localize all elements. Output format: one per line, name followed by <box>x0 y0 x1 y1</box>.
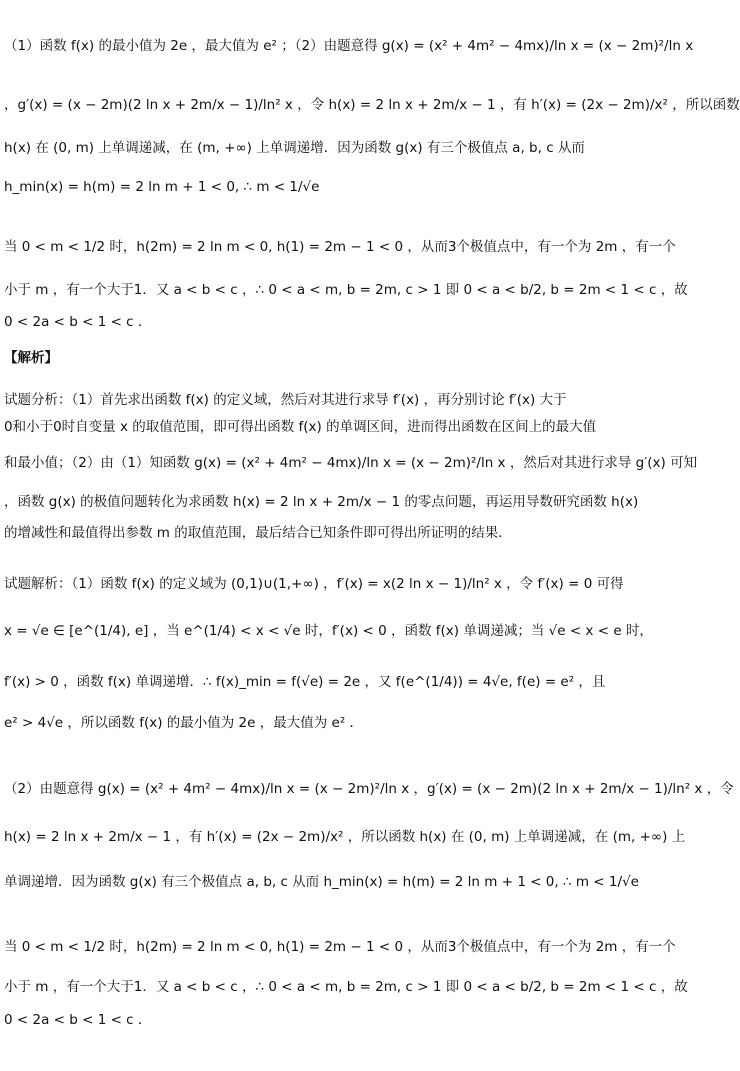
section-heading: 【解析】 <box>4 350 58 366</box>
text-line: f′(x) > 0 ，函数 f(x) 单调递增．∴ f(x)_min = f(√e) = 2e ，又 f(e^(1/4)) = 4√e, f(e) = e² ，且 <box>4 674 606 690</box>
text-line: h(x) 在 (0, m) 上单调递减，在 (m, +∞) 上单调递增．因为函数 g(x) 有三个极值点 a, b, c 从而 <box>4 140 585 156</box>
text-line: 0 < 2a < b < 1 < c ． <box>4 1012 152 1028</box>
text-line: 试题解析：（1）函数 f(x) 的定义域为 (0,1)∪(1,+∞) ，f′(x) = x(2 ln x − 1)/ln² x ，令 f′(x) = 0 可得 <box>4 576 624 592</box>
text-line: ，g′(x) = (x − 2m)(2 ln x + 2m/x − 1)/ln² x ，令 h(x) = 2 ln x + 2m/x − 1 ，有 h′(x) = (2x − 2m)/x² ，所以函数 <box>4 97 740 113</box>
text-line: （1）函数 f(x) 的最小值为 2e ，最大值为 e² ；（2）由题意得 g(x) = (x² + 4m² − 4mx)/ln x = (x − 2m)²/ln x <box>4 38 694 54</box>
text-line: 0和小于0时自变量 x 的取值范围，即可得出函数 f(x) 的单调区间，进而得出函数在区间上的最大值 <box>4 419 597 435</box>
text-line: 试题分析：（1）首先求出函数 f(x) 的定义域，然后对其进行求导 f′(x) ，再分别讨论 f′(x) 大于 <box>4 392 567 408</box>
text-line: 和最小值；（2）由（1）知函数 g(x) = (x² + 4m² − 4mx)/ln x = (x − 2m)²/ln x ，然后对其进行求导 g′(x) 可知 <box>4 455 698 471</box>
text-line: 0 < 2a < b < 1 < c ． <box>4 314 152 330</box>
text-line: 的增减性和最值得出参数 m 的取值范围，最后结合已知条件即可得出所证明的结果． <box>4 525 512 541</box>
text-line: e² > 4√e ，所以函数 f(x) 的最小值为 2e ，最大值为 e² ． <box>4 715 364 731</box>
text-line: 单调递增．因为函数 g(x) 有三个极值点 a, b, c 从而 h_min(x) = h(m) = 2 ln m + 1 < 0, ∴ m < 1/√e <box>4 874 639 890</box>
text-line: ，函数 g(x) 的极值问题转化为求函数 h(x) = 2 ln x + 2m/x − 1 的零点问题，再运用导数研究函数 h(x) <box>4 494 639 510</box>
text-line: 当 0 < m < 1/2 时，h(2m) = 2 ln m < 0, h(1) = 2m − 1 < 0 ，从而3个极值点中，有一个为 2m ，有一个 <box>4 939 676 955</box>
text-line: 小于 m ，有一个大于1．又 a < b < c ，∴ 0 < a < m, b = 2m, c > 1 即 0 < a < b/2, b = 2m < 1 < c ，故 <box>4 282 688 298</box>
text-line: 小于 m ，有一个大于1．又 a < b < c ，∴ 0 < a < m, b = 2m, c > 1 即 0 < a < b/2, b = 2m < 1 < c ，故 <box>4 979 688 995</box>
text-line: 当 0 < m < 1/2 时，h(2m) = 2 ln m < 0, h(1) = 2m − 1 < 0 ，从而3个极值点中，有一个为 2m ，有一个 <box>4 239 676 255</box>
text-line: （2）由题意得 g(x) = (x² + 4m² − 4mx)/ln x = (x − 2m)²/ln x ，g′(x) = (x − 2m)(2 ln x + 2m/x − 1)/ln² x ，令 <box>4 781 734 797</box>
text-line: x = √e ∈ [e^(1/4), e] ，当 e^(1/4) < x < √e 时，f′(x) < 0 ，函数 f(x) 单调递减；当 √e < x < e 时， <box>4 623 653 639</box>
text-line: h_min(x) = h(m) = 2 ln m + 1 < 0, ∴ m < 1/√e <box>4 179 320 195</box>
text-line: h(x) = 2 ln x + 2m/x − 1 ，有 h′(x) = (2x − 2m)/x² ，所以函数 h(x) 在 (0, m) 上单调递减，在 (m, +∞) 上 <box>4 829 686 845</box>
